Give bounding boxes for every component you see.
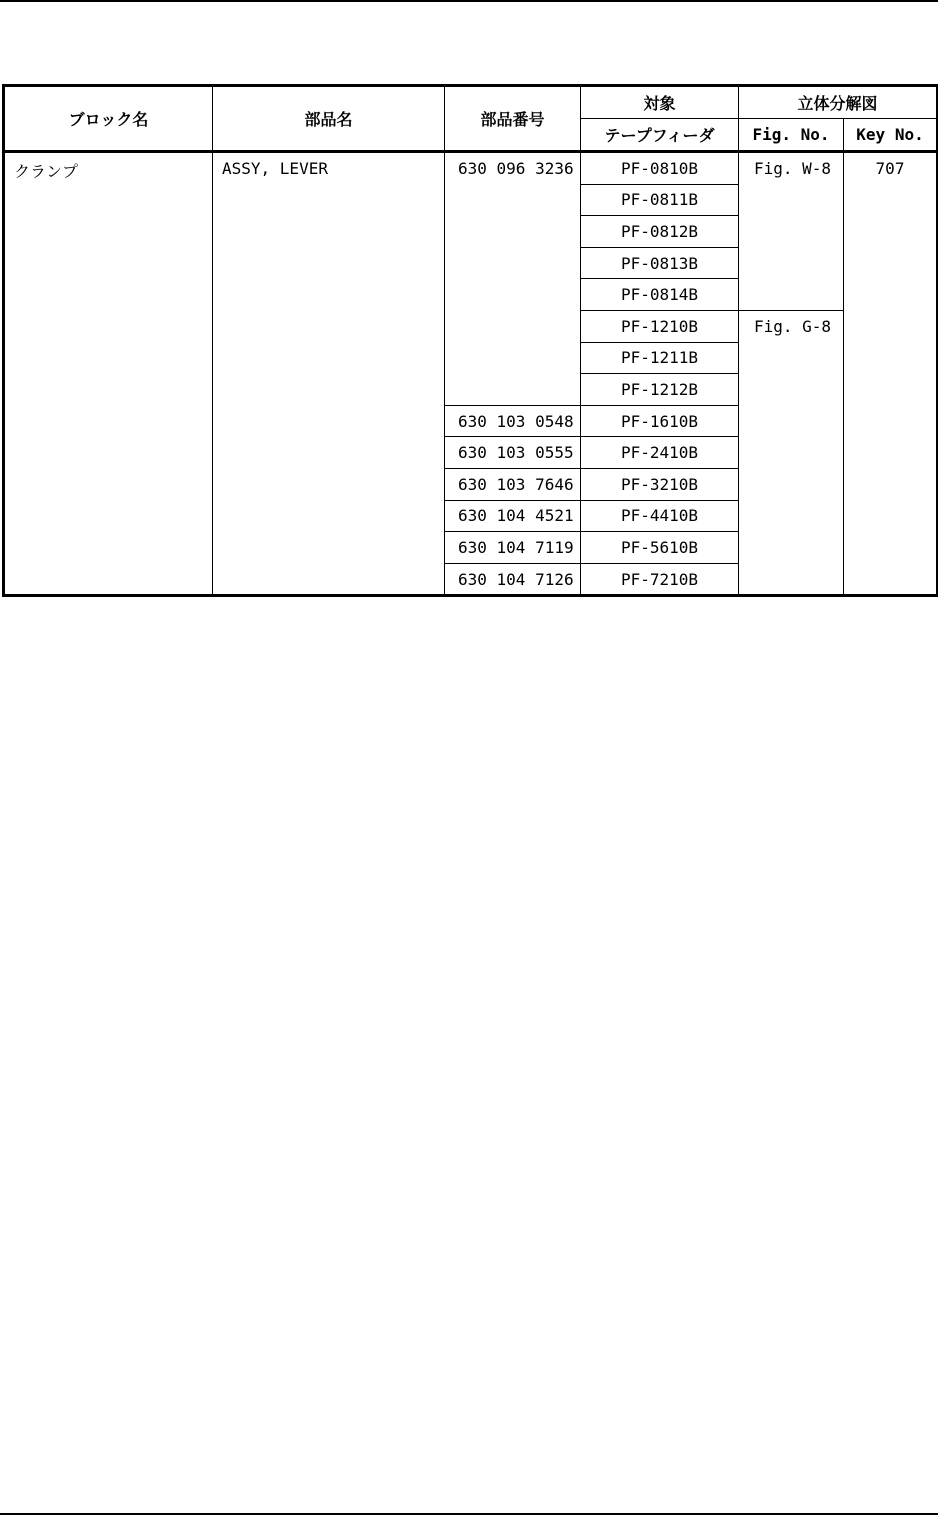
header-part-name: 部品名 (213, 86, 445, 152)
part-number-cell: 630 096 3236 (445, 152, 581, 406)
part-number-cell: 630 103 7646 (445, 468, 581, 500)
feeder-cell: PF-5610B (581, 532, 739, 564)
feeder-cell: PF-0811B (581, 184, 739, 216)
part-number-cell: 630 104 7126 (445, 563, 581, 596)
header-exploded-view: 立体分解図 (739, 86, 938, 119)
fig-no-cell: Fig. W-8 (739, 152, 844, 311)
header-part-number: 部品番号 (445, 86, 581, 152)
feeder-cell: PF-3210B (581, 468, 739, 500)
feeder-cell: PF-4410B (581, 500, 739, 532)
part-number-cell: 630 104 4521 (445, 500, 581, 532)
feeder-cell: PF-0814B (581, 279, 739, 311)
part-number-cell: 630 104 7119 (445, 532, 581, 564)
part-number-cell: 630 103 0548 (445, 405, 581, 437)
header-target-line2: テープフィーダ (581, 119, 739, 152)
key-no-cell: 707 (844, 152, 938, 596)
header-fig-no: Fig. No. (739, 119, 844, 152)
fig-no-cell: Fig. G-8 (739, 310, 844, 595)
feeder-cell: PF-1211B (581, 342, 739, 374)
feeder-cell: PF-0813B (581, 247, 739, 279)
table-row (4, 152, 938, 185)
part-number-cell: 630 103 0555 (445, 437, 581, 469)
feeder-cell: PF-7210B (581, 563, 739, 596)
header-key-no: Key No. (844, 119, 938, 152)
part-name-cell: ASSY, LEVER (213, 152, 445, 596)
feeder-cell: PF-2410B (581, 437, 739, 469)
feeder-cell: PF-1210B (581, 310, 739, 342)
block-name-cell: クランプ (4, 152, 213, 596)
feeder-cell: PF-1212B (581, 374, 739, 406)
feeder-cell: PF-1610B (581, 405, 739, 437)
header-block-name: ブロック名 (4, 86, 213, 152)
feeder-cell: PF-0812B (581, 216, 739, 248)
feeder-cell: PF-0810B (581, 152, 739, 185)
parts-table (2, 84, 938, 597)
top-rule (0, 0, 938, 2)
header-target-line1: 対象 (581, 86, 739, 119)
